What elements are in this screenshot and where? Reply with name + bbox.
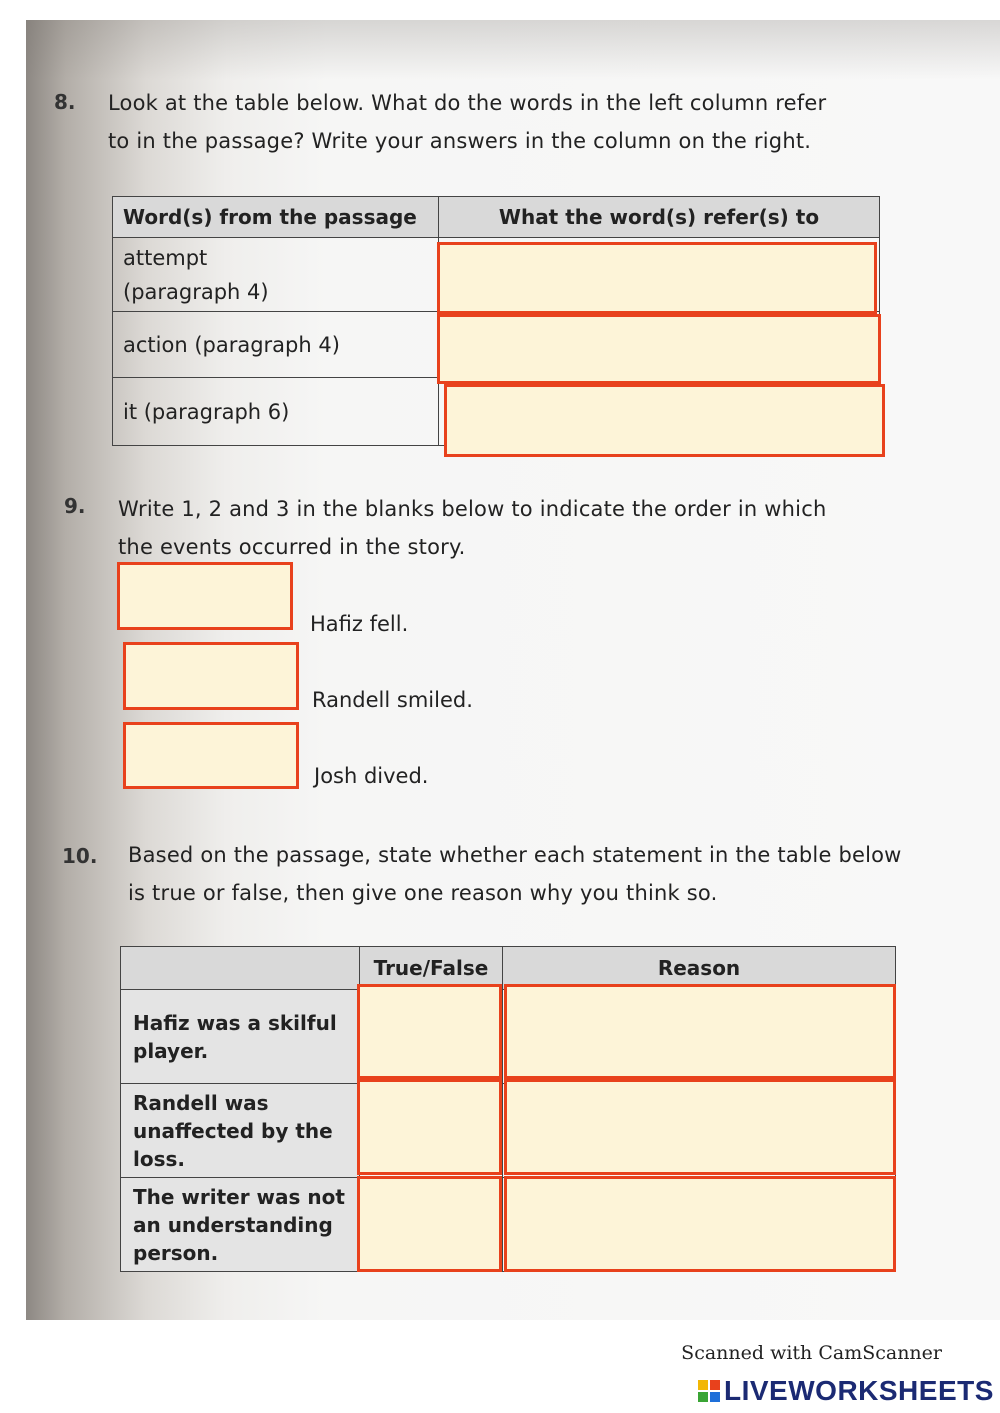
q9-event-hafiz-fell: Hafiz fell. — [310, 612, 409, 636]
q10-reason-field-3[interactable] — [504, 1176, 896, 1272]
q10-statement-1-line-1: Hafiz was a skilful — [133, 1010, 337, 1035]
question-8-text — [108, 84, 826, 160]
q8-word-attempt-line-2: (paragraph 4) — [123, 279, 269, 304]
q9-event-randell-smiled: Randell smiled. — [312, 688, 473, 712]
q8-answer-field-2[interactable] — [437, 314, 881, 384]
page-shadow — [26, 20, 1000, 80]
q10-statement-3 — [121, 1178, 360, 1272]
q10-statement-2 — [121, 1084, 360, 1178]
question-10-text — [128, 836, 902, 912]
question-8-line-1: Look at the table below. What do the words in the left column refer — [108, 91, 827, 115]
q10-header-reason: Reason — [503, 947, 896, 990]
brand-name: LIVEWORKSHEETS — [724, 1375, 994, 1406]
q8-word-attempt-line-1: attempt — [123, 245, 208, 270]
liveworksheets-logo-icon — [698, 1380, 720, 1402]
q10-statement-2-line-1: Randell was — [133, 1090, 269, 1115]
q10-header-blank — [121, 947, 360, 990]
q10-statement-2-line-2: unaffected by the — [133, 1118, 333, 1143]
q9-order-field-1[interactable] — [117, 562, 293, 630]
q10-true-false-field-2[interactable] — [357, 1079, 502, 1175]
q8-word-attempt — [113, 238, 439, 312]
question-10-number: 10. — [62, 844, 98, 868]
q8-header-words: Word(s) from the passage — [113, 197, 439, 238]
question-8-number: 8. — [54, 90, 76, 114]
q10-statement-3-line-3: person. — [133, 1240, 219, 1265]
q10-statement-1-line-2: player. — [133, 1038, 209, 1063]
q8-header-refers: What the word(s) refer(s) to — [439, 197, 880, 238]
q10-statement-3-line-1: The writer was not — [133, 1184, 345, 1209]
q9-order-field-2[interactable] — [123, 642, 299, 710]
question-10-line-1: Based on the passage, state whether each statement in the table below — [128, 843, 902, 867]
question-10-line-2: is true or false, then give one reason why you think so. — [128, 881, 718, 905]
q10-true-false-field-1[interactable] — [357, 984, 502, 1079]
question-9-number: 9. — [64, 494, 86, 518]
question-9-line-2: the events occurred in the story. — [118, 535, 466, 559]
q8-answer-field-1[interactable] — [437, 242, 877, 314]
q10-reason-field-1[interactable] — [504, 984, 896, 1079]
q8-word-action: action (paragraph 4) — [113, 312, 439, 378]
q10-statement-2-line-3: loss. — [133, 1146, 186, 1171]
q10-header-true-false: True/False — [360, 947, 503, 990]
liveworksheets-brand[interactable] — [698, 1376, 994, 1406]
question-9-text — [118, 490, 826, 566]
q8-answer-field-3[interactable] — [444, 384, 885, 457]
q10-statement-3-line-2: an understanding — [133, 1212, 333, 1237]
scan-note: Scanned with CamScanner — [681, 1342, 942, 1364]
q10-statement-1 — [121, 990, 360, 1084]
q9-event-josh-dived: Josh dived. — [314, 764, 429, 788]
question-8-line-2: to in the passage? Write your answers in the column on the right. — [108, 129, 812, 153]
q10-true-false-field-3[interactable] — [357, 1176, 502, 1272]
question-9-line-1: Write 1, 2 and 3 in the blanks below to indicate the order in which — [118, 497, 827, 521]
q9-order-field-3[interactable] — [123, 722, 299, 789]
q8-word-it: it (paragraph 6) — [113, 378, 439, 446]
q10-reason-field-2[interactable] — [504, 1079, 896, 1175]
